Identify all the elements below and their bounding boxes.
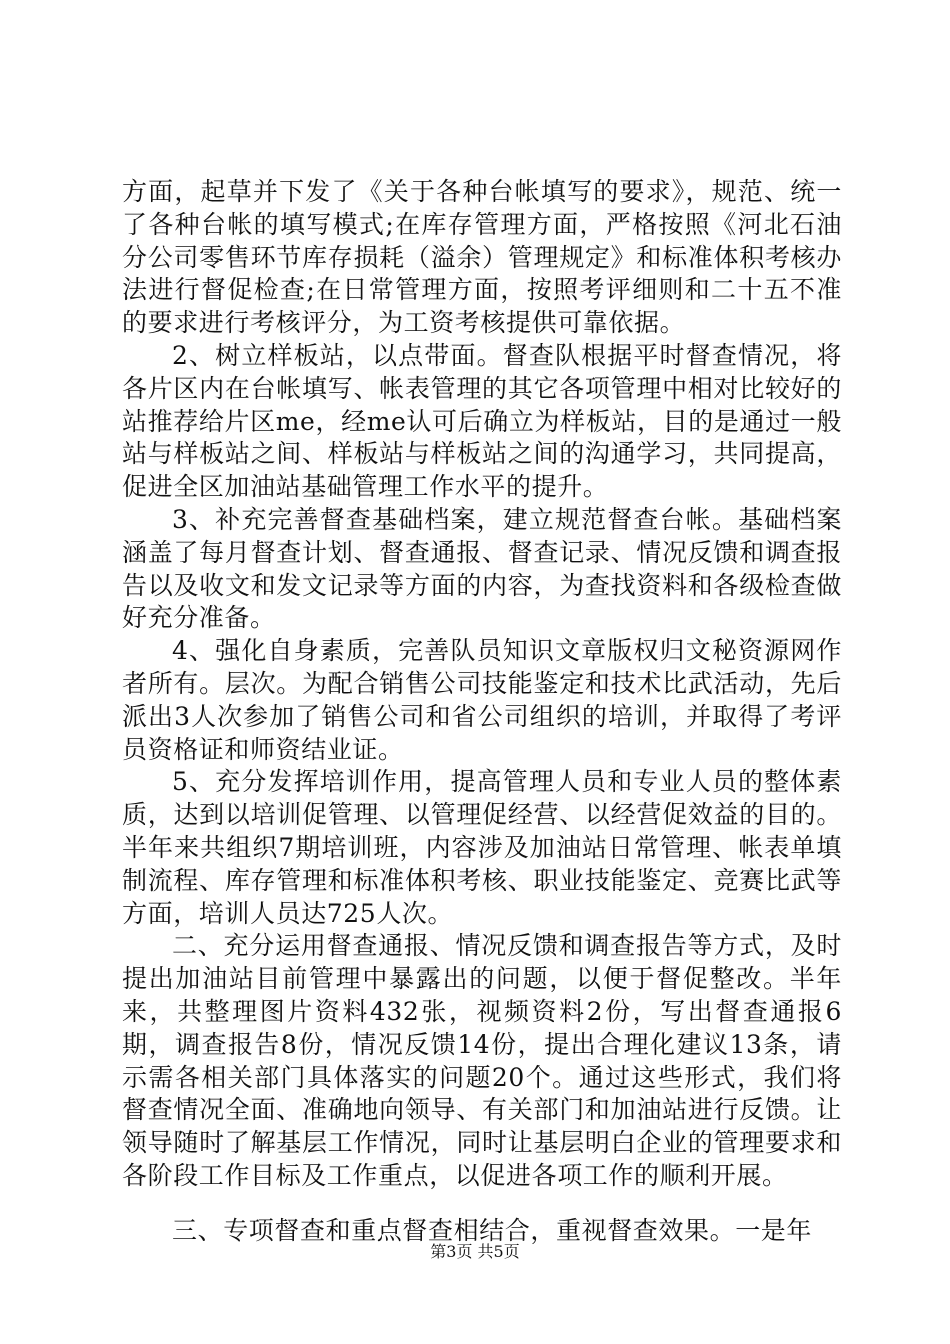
paragraph-item-3: 3、补充完善督查基础档案，建立规范督查台帐。基础档案涵盖了每月督查计划、督查通报、督查记录、情况反馈和调查报告以及收文和发文记录等方面的内容，为查找资料和各级检查做好充分准备。 xyxy=(122,504,842,633)
document-body xyxy=(122,176,842,1248)
paragraph-item-2: 2、树立样板站，以点带面。督查队根据平时督查情况，将各片区内在台帐填写、帐表管理的其它各项管理中相对比较好的站推荐给片区me，经me认可后确立为样板站，目的是通过一般站与样板站之间、样板站与样板站之间的沟通学习，共同提高，促进全区加油站基础管理工作水平的提升。 xyxy=(122,340,842,502)
page-footer: 第3页 共5页 xyxy=(430,1242,520,1261)
paragraph-item-5: 5、充分发挥培训作用，提高管理人员和专业人员的整体素质，达到以培训促管理、以管理促经营、以经营促效益的目的。半年来共组织7期培训班，内容涉及加油站日常管理、帐表单填制流程、库存管理和标准体积考核、职业技能鉴定、竞赛比武等方面，培训人员达725人次。 xyxy=(122,767,842,928)
paragraph-section-3: 三、专项督查和重点督查相结合，重视督查效果。一是年 xyxy=(172,1215,813,1245)
paragraph-section-2: 二、充分运用督查通报、情况反馈和调查报告等方式，及时提出加油站目前管理中暴露出的问题，以便于督促整改。半年来，共整理图片资料432张，视频资料2份，写出督查通报6期，调查报告8份，情况反馈14份，提出合理化建议13条，请示需各相关部门具体落实的问题20个。通过这些形式，我们将督查情况全面、准确地向领导、有关部门和加油站进行反馈。让领导随时了解基层工作情况，同时让基层明白企业的管理要求和各阶段工作目标及工作重点，以促进各项工作的顺利开展。 xyxy=(122,931,842,1190)
paragraph-item-4: 4、强化自身素质，完善队员知识文章版权归文秘资源网作者所有。层次。为配合销售公司技能鉴定和技术比武活动，先后派出3人次参加了销售公司和省公司组织的培训，并取得了考评员资格证和师资结业证。 xyxy=(122,636,842,764)
paragraph-continuation: 方面，起草并下发了《关于各种台帐填写的要求》，规范、统一了各种台帐的填写模式;在库存管理方面，严格按照《河北石油分公司零售环节库存损耗（溢余）管理规定》和标准体积考核办法进行督促检查;在日常管理方面，按照考评细则和二十五不准的要求进行考核评分，为工资考核提供可靠依据。 xyxy=(122,177,842,338)
